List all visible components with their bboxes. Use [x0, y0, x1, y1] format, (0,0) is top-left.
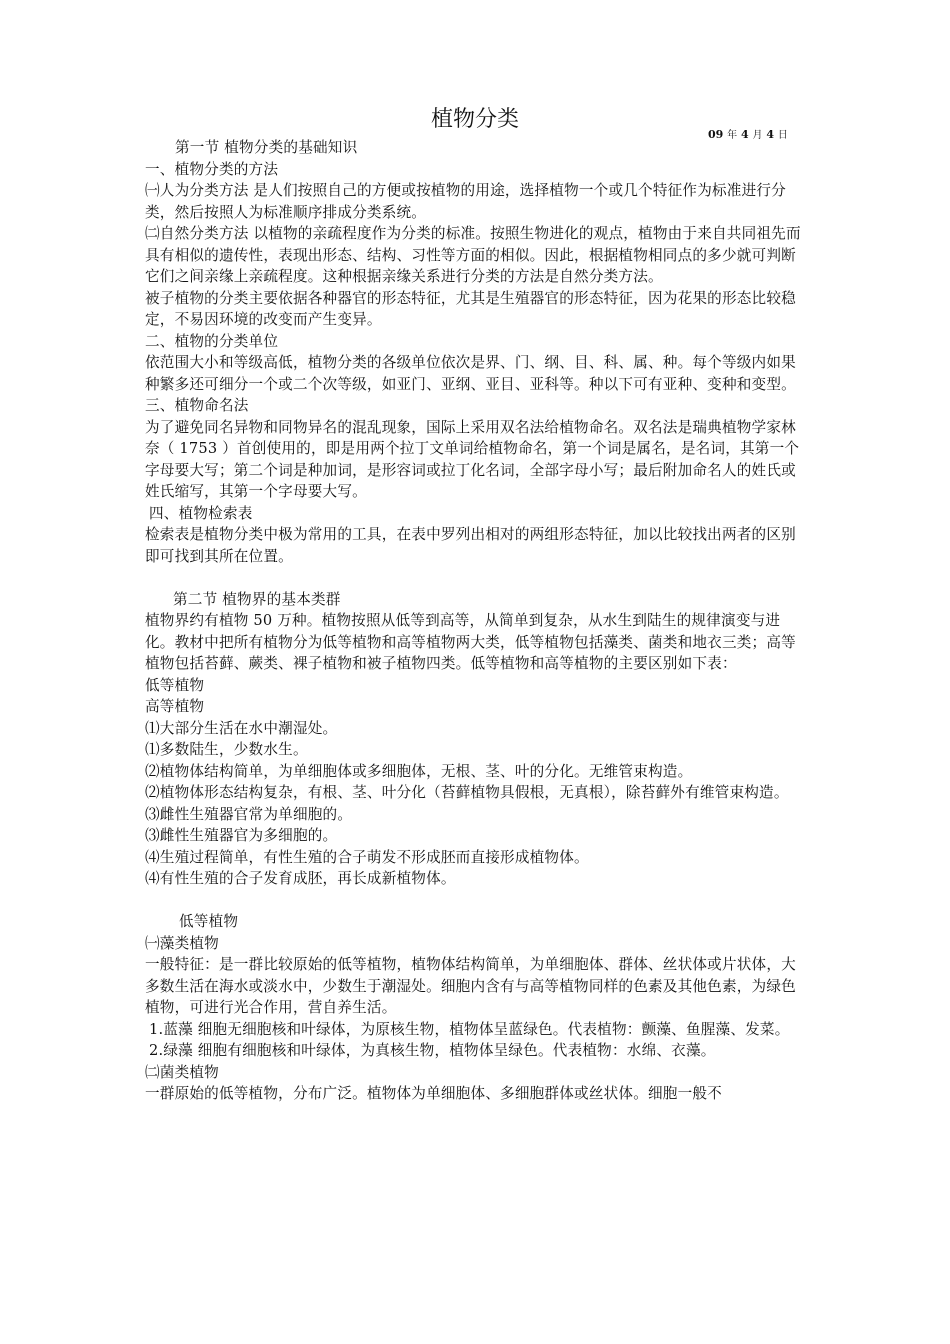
section-heading: 第一节 植物分类的基础知识: [175, 139, 358, 156]
table-header-low: 低等植物: [145, 676, 205, 694]
list-item: ⑴多数陆生，少数水生。: [145, 741, 308, 758]
table-header-high: 高等植物: [145, 698, 205, 715]
subheading: 三、植物命名法: [145, 397, 249, 414]
blank-line: [145, 890, 805, 912]
document-date: 09 年 4 月 4 日: [708, 128, 788, 141]
list-item: ⑶雌性生殖器官为多细胞的。: [145, 827, 338, 844]
paragraph: 检索表是植物分类中极为常用的工具，在表中罗列出相对的两组形态特征，加以比较找出两者的区别即可找到其所在位置。: [145, 526, 796, 565]
page-title: 植物分类: [430, 107, 519, 132]
list-item: ⑶雌性生殖器官常为单细胞的。: [145, 805, 353, 823]
section-heading: 第二节 植物界的基本类群: [173, 590, 341, 608]
list-item: ⑷有性生殖的合子发育成胚，再长成新植物体。: [145, 870, 456, 887]
paragraph: 植物界约有植物 50 万种。植物按照从低等到高等，从简单到复杂，从水生到陆生的规律演变与进化。教材中把所有植物分为低等植物和高等植物两大类，低等植物包括藻类、菌类和地衣三类；高等植物包括苔藓、蕨类、裸子植物和被子植物四类。低等植物和高等植物的主要区别如下表：: [145, 612, 796, 672]
list-item: 2.绿藻 细胞有细胞核和叶绿体，为真核生物，植物体呈绿色。代表植物：水绵、衣藻。: [149, 1042, 716, 1059]
date-month: 4: [741, 128, 749, 141]
paragraph: ㈠人为分类方法 是人们按照自己的方便或按植物的用途，选择植物一个或几个特征作为标准进行分类，然后按照人为标准顺序排成分类系统。: [145, 182, 786, 221]
subheading: 二、植物的分类单位: [145, 332, 279, 350]
list-item: ⑴大部分生活在水中潮湿处。: [145, 719, 338, 737]
paragraph: 一群原始的低等植物，分布广泛。植物体为单细胞体、多细胞群体或丝状体。细胞一般不: [145, 1085, 722, 1102]
list-item: ⑵植物体形态结构复杂，有根、茎、叶分化（苔藓植物具假根，无真根），除苔藓外有维管束构造。: [145, 784, 789, 801]
list-item: ⑷生殖过程简单，有性生殖的合子萌发不形成胚而直接形成植物体。: [145, 848, 589, 866]
date-year: 09: [708, 128, 724, 141]
paragraph: 被子植物的分类主要依据各种器官的形态特征，尤其是生殖器官的形态特征，因为花果的形态比较稳定，不易因环境的改变而产生变异。: [145, 289, 796, 328]
section-heading: 低等植物: [179, 913, 239, 930]
blank-line: [145, 567, 805, 589]
paragraph: ㈡自然分类方法 以植物的亲疏程度作为分类的标准。按照生物进化的观点，植物由于来自共同祖先而具有相似的遗传性，表现出形态、结构、习性等方面的相似。因此，根据植物相同点的多少就可判断它们之间亲缘上亲疏程度。这种根据亲缘关系进行分类的方法是自然分类方法。: [145, 225, 801, 285]
subheading: ㈠藻类植物: [145, 934, 219, 952]
list-item: ⑵植物体结构简单，为单细胞体或多细胞体，无根、茎、叶的分化。无维管束构造。: [145, 762, 693, 780]
paragraph: 为了避免同名异物和同物异名的混乱现象，国际上采用双名法给植物命名。双名法是瑞典植物学家林奈（ 1753 ）首创使用的，即是用两个拉丁文单词给植物命名，第一个词是属名，是名词，其第一个字母要大写；第二个词是种加词，是形容词或拉丁化名词，全部字母小写；最后附加命名人的姓氏或姓氏缩写，其第一个字母要大写。: [145, 418, 800, 500]
subheading: 一、植物分类的方法: [145, 160, 279, 178]
document-body: [145, 137, 805, 1105]
list-item: 1.蓝藻 细胞无细胞核和叶绿体，为原核生物，植物体呈蓝绿色。代表植物：颤藻、鱼腥藻、发菜。: [149, 1020, 790, 1038]
date-day: 4: [766, 128, 774, 141]
subheading: ㈡菌类植物: [145, 1063, 219, 1081]
paragraph: 一般特征：是一群比较原始的低等植物，植物体结构简单，为单细胞体、群体、丝状体或片状体，大多数生活在海水或淡水中，少数生于潮湿处。细胞内含有与高等植物同样的色素及其他色素，为绿色植物，可进行光合作用，营自养生活。: [145, 956, 796, 1016]
subheading: 四、植物检索表: [149, 504, 253, 522]
paragraph: 依范围大小和等级高低，植物分类的各级单位依次是界、门、纲、目、科、属、种。每个等级内如果种繁多还可细分一个或二个次等级，如亚门、亚纲、亚目、亚科等。种以下可有亚种、变种和变型。: [145, 354, 796, 393]
